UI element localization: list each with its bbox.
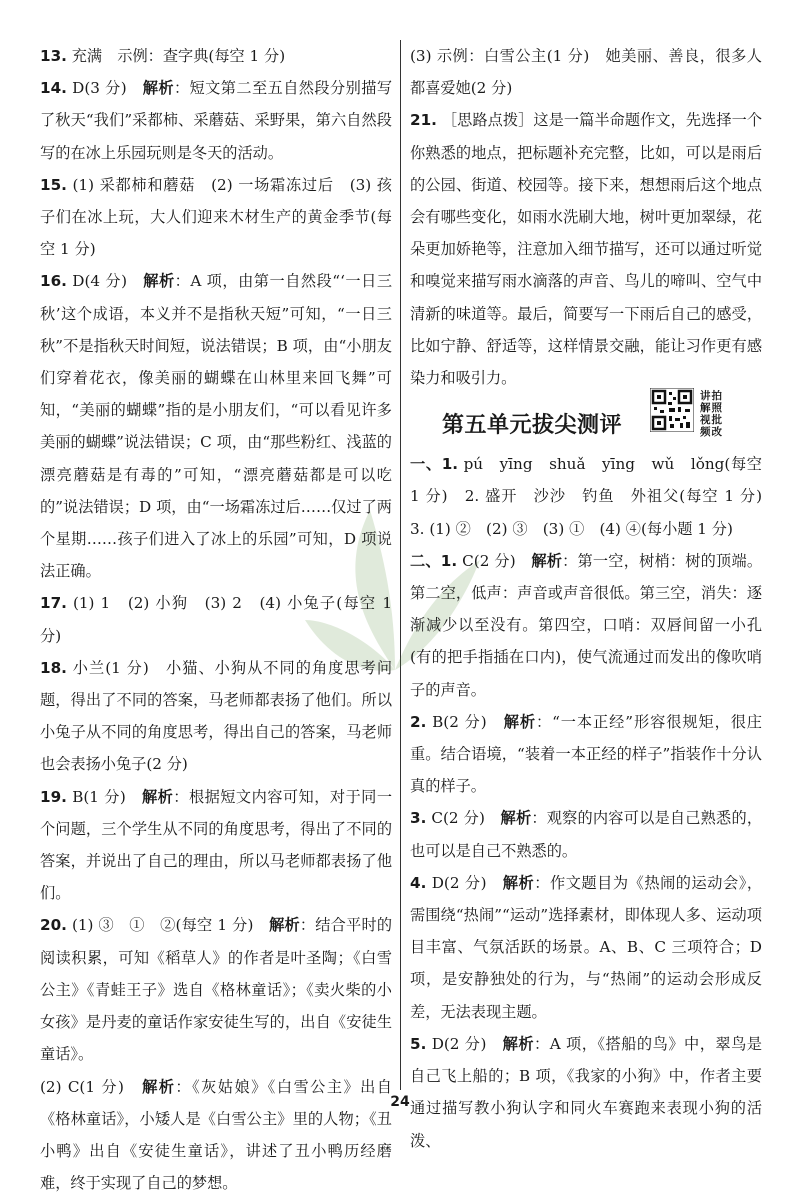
answer-item [40, 587, 392, 651]
analysis-text: ：《灰姑娘》《白雪公主》出自《格林童话》，小矮人是《白雪公主》里的人物；《丑小鸭》出自《安徒生童话》，讲述了丑小鸭历经磨难，终于实现了自己的梦想。 [40, 1078, 392, 1193]
analysis-label: 解析 [269, 916, 300, 934]
analysis-text: ：A 项，由第一自然段“‘一日三秋’这个成语，本义并不是指秋天短”可知，“一日三秋”不是指秋天时间短，说法错误；B 项，由“小朋友们穿着花衣，像美丽的蝴蝶在山林里来回飞舞”可知，“美丽的蝴蝶”指的是小朋友们，“可以看见许多美丽的蝴蝶”说法错误；C 项，由“那些粉红、浅蓝的漂亮蘑菇是有毒的”可知，“漂亮蘑菇都是可以吃的”说法错误；D 项，由“一场霜冻过后……仅过了两个星期……孩子们进入了冰上的乐园”可知，D 项说法正确。 [40, 272, 392, 580]
page-number: 24 [0, 1094, 800, 1110]
analysis-label: 解析 [504, 713, 536, 731]
item-text: pú yīng shuǎ yīng wǔ lǒng(每空 1 分) 2. 盛开 沙沙 钓鱼 外祖父(每空 1 分) 3. (1) ② (2) ③ (3) ① (4) ④(每小题 1 分) [410, 455, 777, 537]
analysis-text: ：根据短文内容可知，对于同一个问题，三个学生从不同的角度思考，得出了不同的答案，并说出了自己的理由，所以马老师都表扬了他们。 [40, 788, 392, 903]
item-text: 小兰(1 分) 小猫、小狗从不同的角度思考问题，得出了不同的答案，马老师都表扬了他们。所以小兔子从不同的角度思考，得出自己的答案，马老师也会表扬小兔子(2 分) [40, 659, 392, 774]
item-number: 2. [410, 713, 426, 731]
analysis-label: 解析 [142, 788, 173, 806]
left-column [40, 40, 392, 1199]
item-text: D(3 分) [72, 79, 143, 97]
analysis-text: ：结合平时的阅读积累，可知《稻草人》的作者是叶圣陶；《白雪公主》《青蛙王子》选自《格林童话》；《卖火柴的小女孩》是丹麦的童话作家安徒生写的，出自《安徒生童话》。 [40, 916, 392, 1063]
item-text: (1) ③ ① ②(每空 1 分) [72, 916, 269, 934]
analysis-text: ：A 项，《搭船的鸟》中，翠鸟是自己飞上船的；B 项，《我家的小狗》中，作者主要通过描写教小狗认字和同火车赛跑来表现小狗的活泼、 [410, 1035, 762, 1150]
analysis-text: ：第一空，树梢：树的顶端。第二空，低声：声音或声音很低。第三空，消失：逐渐减少以至没有。第四空，口哨：双唇间留一小孔(有的把手指插在口内)，使气流通过而发出的像吹哨子的声音。 [410, 552, 762, 699]
item-number: 21. [410, 111, 437, 129]
item-number: 3. [410, 809, 426, 827]
item-number: 一、1. [410, 455, 458, 473]
answer-item [410, 706, 762, 803]
qr-caption: 讲拍解照视批频改 [700, 390, 732, 438]
item-number: 19. [40, 788, 67, 806]
answer-item [410, 545, 762, 706]
answer-item [40, 1071, 392, 1199]
answer-item [410, 104, 762, 394]
item-number: 二、1. [410, 552, 457, 570]
analysis-text: ：作文题目为《热闹的运动会》，需围绕“热闹”“运动”选择素材，即体现人多、运动项目丰富、气氛活跃的场景。A、B、C 三项符合；D 项，是安静独处的行为，与“热闹”的运动会形成反差，无法表现主题。 [410, 874, 762, 1021]
analysis-label: 解析 [503, 874, 534, 892]
item-text: B(2 分) [432, 713, 504, 731]
item-text: C(2 分) [462, 552, 531, 570]
item-text: C(2 分) [431, 809, 500, 827]
item-number: 13. [40, 47, 67, 65]
item-number: 17. [40, 594, 67, 612]
answer-item [40, 652, 392, 781]
answer-item [40, 40, 392, 72]
answer-item [410, 448, 762, 545]
answer-item [40, 169, 392, 266]
answer-item [40, 781, 392, 910]
item-number: 4. [410, 874, 426, 892]
analysis-label: 解析 [143, 79, 174, 97]
section-title: 第五单元拔尖测评 [442, 408, 622, 439]
item-text: D(4 分) [72, 272, 143, 290]
analysis-text: ：观察的内容可以是自己熟悉的，也可以是自己不熟悉的。 [410, 809, 762, 859]
section-header [410, 394, 762, 448]
item-number: 18. [40, 659, 67, 677]
analysis-label: 解析 [143, 272, 174, 290]
right-column [410, 40, 762, 1157]
item-text: D(2 分) [432, 874, 503, 892]
item-number: 15. [40, 176, 67, 194]
analysis-text: ：短文第二至五自然段分别描写了秋天“我们”采都柿、采蘑菇、采野果，第六自然段写的在冰上乐园玩则是冬天的活动。 [40, 79, 392, 161]
answer-item [40, 265, 392, 587]
analysis-label: 解析 [501, 809, 532, 827]
answer-item [40, 909, 392, 1070]
answer-item [410, 802, 762, 866]
item-number: 20. [40, 916, 67, 934]
analysis-label: 解析 [142, 1078, 175, 1096]
item-text: (1) 采都柿和蘑菇 (2) 一场霜冻过后 (3) 孩子们在冰上玩，大人们迎来木材生产的黄金季节(每空 1 分) [40, 176, 392, 258]
answer-item [40, 72, 392, 169]
answer-item [410, 40, 762, 104]
item-number: 16. [40, 272, 67, 290]
item-text: 充满 示例：查字典(每空 1 分) [72, 47, 285, 65]
answer-item [410, 867, 762, 1028]
column-divider [400, 40, 401, 1090]
analysis-label: 解析 [503, 1035, 534, 1053]
item-text: D(2 分) [432, 1035, 503, 1053]
item-text: (2) C(1 分) [40, 1078, 142, 1096]
item-text: (3) 示例：白雪公主(1 分) 她美丽、善良，很多人都喜爱她(2 分) [410, 47, 762, 97]
item-text: B(1 分) [72, 788, 142, 806]
analysis-label: 解析 [531, 552, 562, 570]
item-text: (1) 1 (2) 小狗 (3) 2 (4) 小兔子(每空 1 分) [40, 594, 392, 644]
item-number: 14. [40, 79, 67, 97]
item-text: ［思路点拨］这是一篇半命题作文，先选择一个你熟悉的地点，把标题补充完整，比如，可以是雨后的公园、街道、校园等。接下来，想想雨后这个地点会有哪些变化，如雨水洗刷大地，树叶更加翠绿，花朵更加娇艳等，注意加入细节描写，还可以通过听觉和嗅觉来描写雨水滴落的声音、鸟儿的啼叫、空气中清新的味道等。最后，简要写一下雨后自己的感受，比如宁静、舒适等，这样情景交融，能让习作更有感染力和吸引力。 [410, 111, 762, 387]
qr-code-icon[interactable] [650, 388, 694, 432]
analysis-text: ：“一本正经”形容很规矩，很庄重。结合语境，“装着一本正经的样子”指装作十分认真的样子。 [410, 713, 762, 795]
item-number: 5. [410, 1035, 426, 1053]
answer-item [410, 1028, 762, 1157]
